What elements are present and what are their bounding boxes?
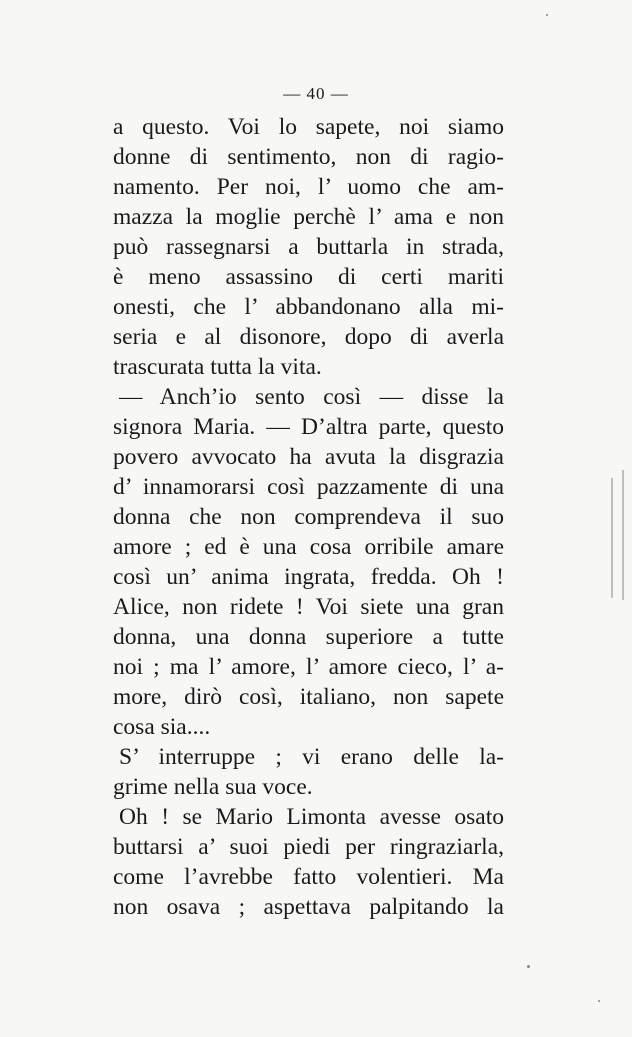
text-line: a questo. Voi lo sapete, noi siamo	[113, 114, 504, 140]
scan-speck	[598, 1000, 600, 1002]
text-line: Alice, non ridete ! Voi siete una gran	[113, 594, 504, 620]
text-line: è meno assassino di certi mariti	[113, 264, 504, 290]
text-line: come l’avrebbe fatto volentieri. Ma	[113, 864, 504, 890]
text-line: amore ; ed è una cosa orribile amare	[113, 534, 504, 560]
text-line: seria e al disonore, dopo di averla	[113, 324, 504, 350]
text-line: trascurata tutta la vita.	[113, 354, 322, 380]
text-line: noi ; ma l’ amore, l’ amore cieco, l’ a-	[113, 654, 504, 680]
text-line: donna, una donna superiore a tutte	[113, 624, 504, 650]
text-line: Oh ! se Mario Limonta avesse osato	[119, 804, 504, 830]
scan-speck	[546, 14, 548, 16]
scan-edge-mark	[611, 478, 613, 598]
text-line: buttarsi a’ suoi piedi per ringraziarla,	[113, 834, 504, 860]
text-line: more, dirò così, italiano, non sapete	[113, 684, 504, 710]
text-line: onesti, che l’ abbandonano alla mi-	[113, 294, 504, 320]
text-line: può rassegnarsi a buttarla in strada,	[113, 234, 504, 260]
text-line: povero avvocato ha avuta la disgrazia	[113, 444, 504, 470]
text-line: — Anch’io sento così — disse la	[119, 384, 504, 410]
text-line: così un’ anima ingrata, fredda. Oh !	[113, 564, 504, 590]
text-line: non osava ; aspettava palpitando la	[113, 894, 504, 920]
page-number: — 40 —	[283, 84, 349, 103]
scan-edge-mark	[622, 470, 624, 600]
text-line: cosa sia....	[113, 714, 211, 740]
text-line: donne di sentimento, non di ragio-	[113, 144, 504, 170]
text-line: namento. Per noi, l’ uomo che am-	[113, 174, 504, 200]
text-line: donna che non comprendeva il suo	[113, 504, 504, 530]
body-text	[113, 112, 504, 922]
scan-speck	[527, 965, 530, 968]
text-line: S’ interruppe ; vi erano delle la-	[119, 744, 504, 770]
text-line: d’ innamorarsi così pazzamente di una	[113, 474, 504, 500]
text-line: signora Maria. — D’altra parte, questo	[113, 414, 504, 440]
text-line: grime nella sua voce.	[113, 774, 313, 800]
text-line: mazza la moglie perchè l’ ama e non	[113, 204, 504, 230]
